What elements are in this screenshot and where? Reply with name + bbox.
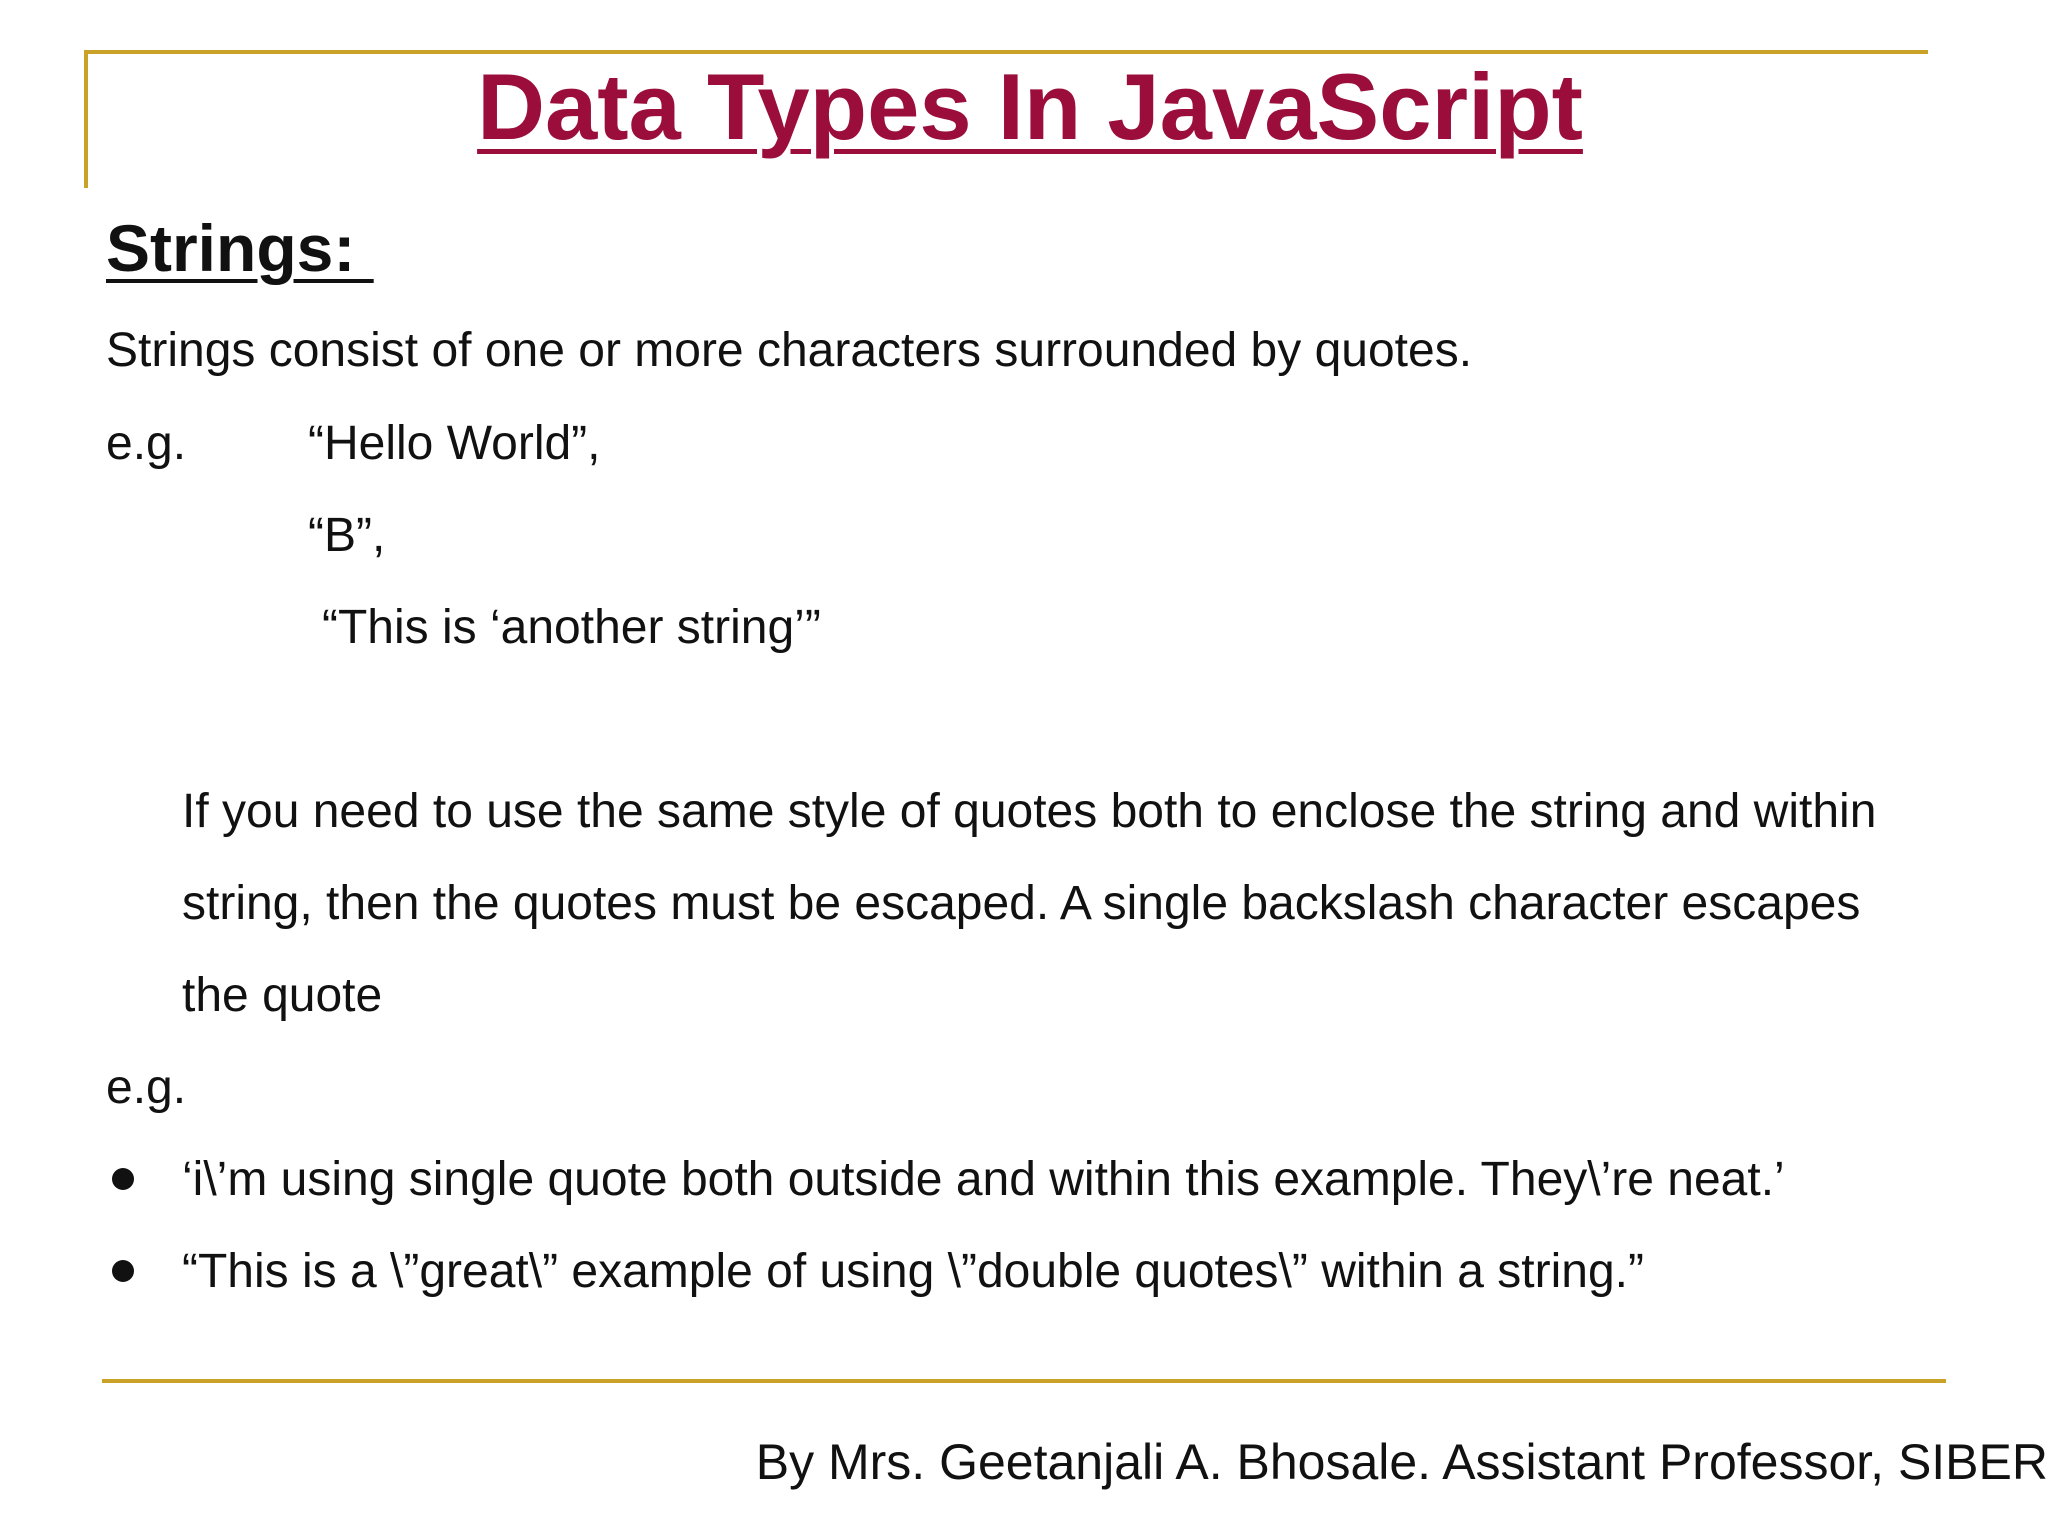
- escape-example-double-quotes: “This is a \”great\” example of using \”double quotes\” within a string.”: [182, 1245, 1644, 1298]
- example-label: e.g.: [106, 1061, 187, 1114]
- author-credit: By Mrs. Geetanjali A. Bhosale. Assistant Professor, SIBER: [755, 1434, 2048, 1490]
- example-label: e.g.: [106, 417, 187, 470]
- example-string: “Hello World”,: [308, 417, 601, 470]
- strings-definition: Strings consist of one or more characters surrounded by quotes.: [106, 324, 1473, 377]
- escape-explanation-line: If you need to use the same style of quotes both to enclose the string and within: [182, 785, 1877, 838]
- slide-title: Data Types In JavaScript: [477, 54, 1583, 159]
- example-string: “B”,: [308, 509, 386, 562]
- escape-explanation-line: the quote: [182, 969, 383, 1022]
- escape-example-single-quotes: ‘i\’m using single quote both outside and within this example. They\’re neat.’: [182, 1153, 1785, 1206]
- escape-explanation-line: string, then the quotes must be escaped. A single backslash character escapes: [182, 877, 1861, 930]
- section-heading-strings: Strings:: [106, 211, 374, 285]
- bullet-dot-icon: [112, 1260, 134, 1282]
- example-string: “This is ‘another string’”: [322, 601, 821, 654]
- slide-footer-rule: [102, 1379, 1946, 1383]
- bullet-dot-icon: [112, 1168, 134, 1190]
